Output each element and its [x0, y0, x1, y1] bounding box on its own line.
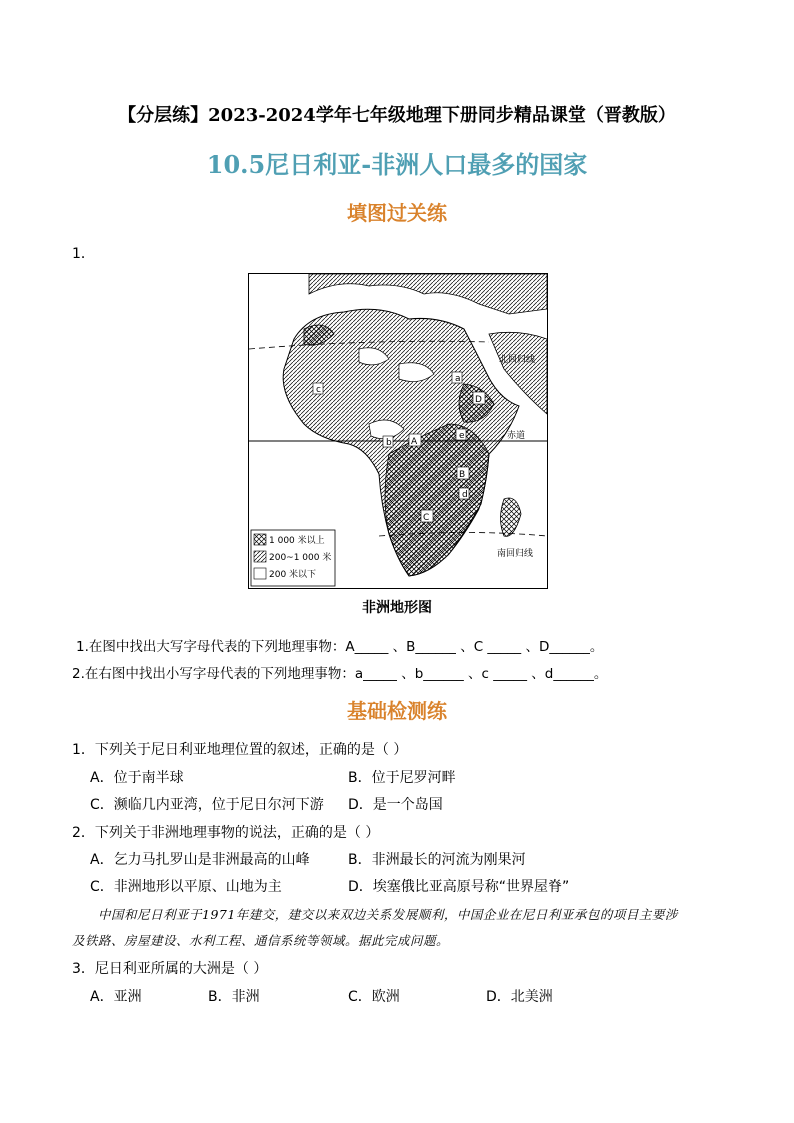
q2-option-d[interactable]: D．埃塞俄比亚高原号称“世界屋脊”	[348, 879, 570, 895]
legend-mid: 200~1 000 米	[269, 553, 332, 563]
tropic-south-label: 南回归线	[497, 549, 534, 559]
question-1-stem: 1．下列关于尼日利亚地理位置的叙述，正确的是（ ）	[72, 742, 408, 758]
map-label-A: A	[411, 437, 418, 447]
question-2-stem: 2．下列关于非洲地理事物的说法，正确的是（ ）	[72, 825, 380, 841]
map-caption: 非洲地形图	[362, 600, 432, 616]
africa-map-svg	[249, 274, 547, 588]
q1-option-a[interactable]: A．位于南半球	[90, 770, 184, 786]
q1-option-b[interactable]: B．位于尼罗河畔	[348, 770, 456, 786]
q2-option-a[interactable]: A．乞力马扎罗山是非洲最高的山峰	[90, 852, 310, 868]
passage-line-1: 中国和尼日利亚于1971年建交，建交以来双边关系发展顺利，中国企业在尼日利亚承包的项目主要涉	[98, 907, 678, 922]
q3-option-b[interactable]: B．非洲	[208, 989, 260, 1005]
map-label-b: b	[386, 438, 392, 448]
map-label-B: B	[459, 470, 466, 480]
document-header: 【分层练】2023-2024学年七年级地理下册同步精品课堂（晋教版）	[118, 105, 676, 126]
fill-question-1: 1.在图中找出大写字母代表的下列地理事物：A_____ 、B______ 、C _____ 、D______。	[76, 639, 604, 655]
europe-land	[309, 274, 547, 314]
passage-line-2: 及铁路、房屋建设、水利工程、通信系统等领域。据此完成问题。	[72, 933, 450, 948]
lesson-title: 10.5尼日利亚-非洲人口最多的国家	[206, 150, 588, 179]
question-3-stem: 3．尼日利亚所属的大洲是（ ）	[72, 961, 268, 977]
q1-option-c[interactable]: C．濒临几内亚湾，位于尼日尔河下游	[90, 797, 324, 813]
section-title-basic-test: 基础检测练	[347, 699, 447, 723]
question-number: 1．	[72, 246, 95, 262]
map-label-a: a	[455, 374, 461, 384]
q3-option-a[interactable]: A．亚洲	[90, 989, 142, 1005]
map-label-C: C	[423, 513, 430, 523]
madagascar-island	[501, 498, 522, 536]
q2-option-c[interactable]: C．非洲地形以平原、山地为主	[90, 879, 282, 895]
map-label-D: D	[475, 395, 482, 405]
legend-low: 200 米以下	[269, 570, 317, 580]
q1-option-d[interactable]: D．是一个岛国	[348, 797, 443, 813]
fill-question-2: 2.在右图中找出小写字母代表的下列地理事物：a_____ 、b______ 、c _____ 、d______。	[72, 666, 608, 682]
section-title-map-practice: 填图过关练	[347, 201, 447, 225]
map-label-d: d	[462, 490, 468, 500]
map-legend	[251, 530, 335, 586]
tropic-north-label: 北回归线	[499, 355, 536, 365]
q2-option-b[interactable]: B．非洲最长的河流为刚果河	[348, 852, 526, 868]
map-label-c: c	[316, 385, 321, 395]
map-label-e: e	[459, 431, 465, 441]
q3-option-d[interactable]: D．北美洲	[486, 989, 553, 1005]
equator-label: 赤道	[507, 431, 526, 441]
q3-option-c[interactable]: C．欧洲	[348, 989, 400, 1005]
africa-terrain-map	[248, 273, 548, 589]
legend-high: 1 000 米以上	[269, 536, 325, 546]
